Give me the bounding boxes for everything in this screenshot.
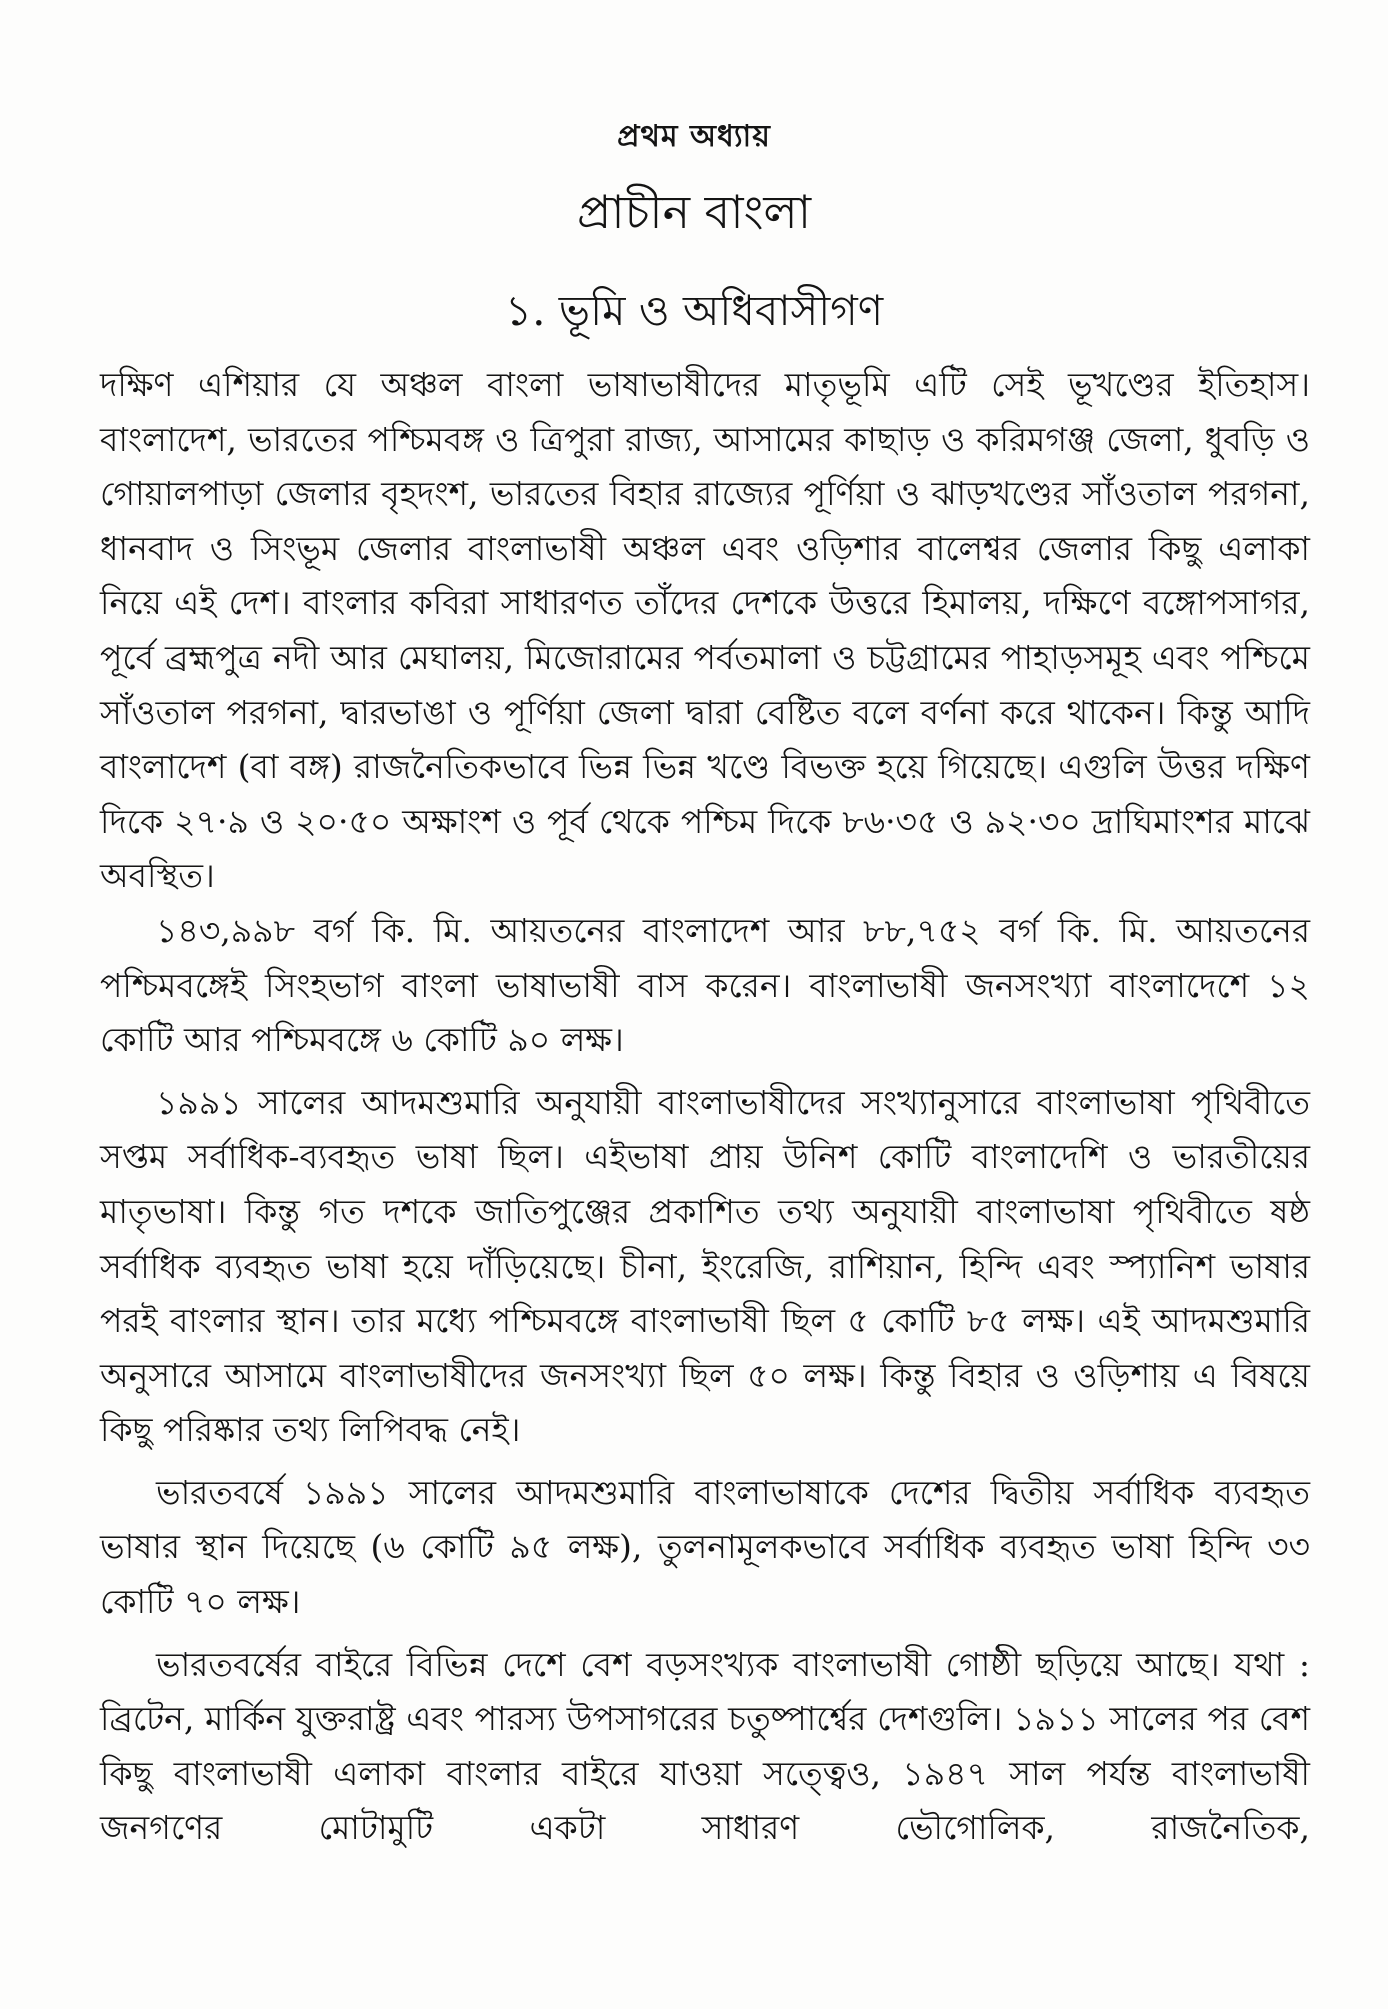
paragraph-4: ভারতবর্ষে ১৯৯১ সালের আদমশুমারি বাংলাভাষাকে দেশের দ্বিতীয় সর্বাধিক ব্যবহৃত ভাষার স্থান দিয়েছে (৬ কোটি ৯৫ লক্ষ), তুলনামূলকভাবে সর্বাধিক ব্যবহৃত ভাষা হিন্দি ৩৩ কোটি ৭০ লক্ষ। xyxy=(100,1472,1310,1622)
paragraph-spacer xyxy=(100,1630,1310,1638)
paragraph-spacer xyxy=(100,1068,1310,1076)
body-text xyxy=(100,358,1310,1856)
paragraph-1: দক্ষিণ এশিয়ার যে অঞ্চল বাংলা ভাষাভাষীদের মাতৃভূমি এটি সেই ভূখণ্ডের ইতিহাস। বাংলাদেশ, ভারতের পশ্চিমবঙ্গ ও ত্রিপুরা রাজ্য, আসামের কাছাড় ও করিমগঞ্জ জেলা, ধুবড়ি ও গোয়ালপাড়া জেলার বৃহদংশ, ভারতের বিহার রাজ্যের পূর্ণিয়া ও ঝাড়খণ্ডের সাঁওতাল পরগনা, ধানবাদ ও সিংভূম জেলার বাংলাভাষী অঞ্চল এবং ওড়িশার বালেশ্বর জেলার কিছু এলাকা নিয়ে এই দেশ। বাংলার কবিরা সাধারণত তাঁদের দেশকে উত্তরে হিমালয়, দক্ষিণে বঙ্গোপসাগর, পূর্বে ব্রহ্মপুত্র নদী আর মেঘালয়, মিজোরামের পর্বতমালা ও চট্টগ্রামের পাহাড়সমূহ এবং পশ্চিমে সাঁওতাল পরগনা, দ্বারভাঙা ও পূর্ণিয়া জেলা দ্বারা বেষ্টিত বলে বর্ণনা করে থাকেন। কিন্তু আদি বাংলাদেশ (বা বঙ্গ) রাজনৈতিকভাবে ভিন্ন ভিন্ন খণ্ডে বিভক্ত হয়ে গিয়েছে। এগুলি উত্তর দক্ষিণ দিকে ২৭·৯ ও ২০·৫০ অক্ষাংশ ও পূর্ব থেকে পশ্চিম দিকে ৮৬·৩৫ ও ৯২·৩০ দ্রাঘিমাংশর মাঝে অবস্থিত। xyxy=(100,365,1310,896)
paragraph-2: ১৪৩,৯৯৮ বর্গ কি. মি. আয়তনের বাংলাদেশ আর ৮৮,৭৫২ বর্গ কি. মি. আয়তনের পশ্চিমবঙ্গেই সিংহভাগ বাংলা ভাষাভাষী বাস করেন। বাংলাভাষী জনসংখ্যা বাংলাদেশে ১২ কোটি আর পশ্চিমবঙ্গে ৬ কোটি ৯০ লক্ষ। xyxy=(100,910,1310,1060)
section-title: ১. ভূমি ও অধিবাসীগণ xyxy=(504,286,884,335)
paragraph-3: ১৯৯১ সালের আদমশুমারি অনুযায়ী বাংলাভাষীদের সংখ্যানুসারে বাংলাভাষা পৃথিবীতে সপ্তম সর্বাধিক-ব্যবহৃত ভাষা ছিল। এইভাষা প্রায় উনিশ কোটি বাংলাদেশি ও ভারতীয়ের মাতৃভাষা। কিন্তু গত দশকে জাতিপুঞ্জের প্রকাশিত তথ্য অনুযায়ী বাংলাভাষা পৃথিবীতে ষষ্ঠ সর্বাধিক ব্যবহৃত ভাষা হয়ে দাঁড়িয়েছে। চীনা, ইংরেজি, রাশিয়ান, হিন্দি এবং স্প্যানিশ ভাষার পরই বাংলার স্থান। তার মধ্যে পশ্চিমবঙ্গে বাংলাভাষী ছিল ৫ কোটি ৮৫ লক্ষ। এই আদমশুমারি অনুসারে আসামে বাংলাভাষীদের জনসংখ্যা ছিল ৫০ লক্ষ। কিন্তু বিহার ও ওড়িশায় এ বিষয়ে কিছু পরিষ্কার তথ্য লিপিবদ্ধ নেই। xyxy=(100,1082,1310,1450)
paragraph-5: ভারতবর্ষের বাইরে বিভিন্ন দেশে বেশ বড়সংখ্যক বাংলাভাষী গোষ্ঠী ছড়িয়ে আছে। যথা : ব্রিটেন, মার্কিন যুক্তরাষ্ট্র এবং পারস্য উপসাগরের চতুষ্পার্শ্বের দেশগুলি। ১৯১১ সালের পর বেশ কিছু বাংলাভাষী এলাকা বাংলার বাইরে যাওয়া সত্ত্বেও, ১৯৪৭ সাল পর্যন্ত বাংলাভাষী জনগণের মোটামুটি একটা সাধারণ ভৌগোলিক, রাজনৈতিক, xyxy=(100,1644,1310,1848)
chapter-title: প্রাচীন বাংলা xyxy=(576,185,812,239)
paragraph-spacer xyxy=(100,1458,1310,1466)
chapter-label: প্রথম অধ্যায় xyxy=(617,119,771,154)
